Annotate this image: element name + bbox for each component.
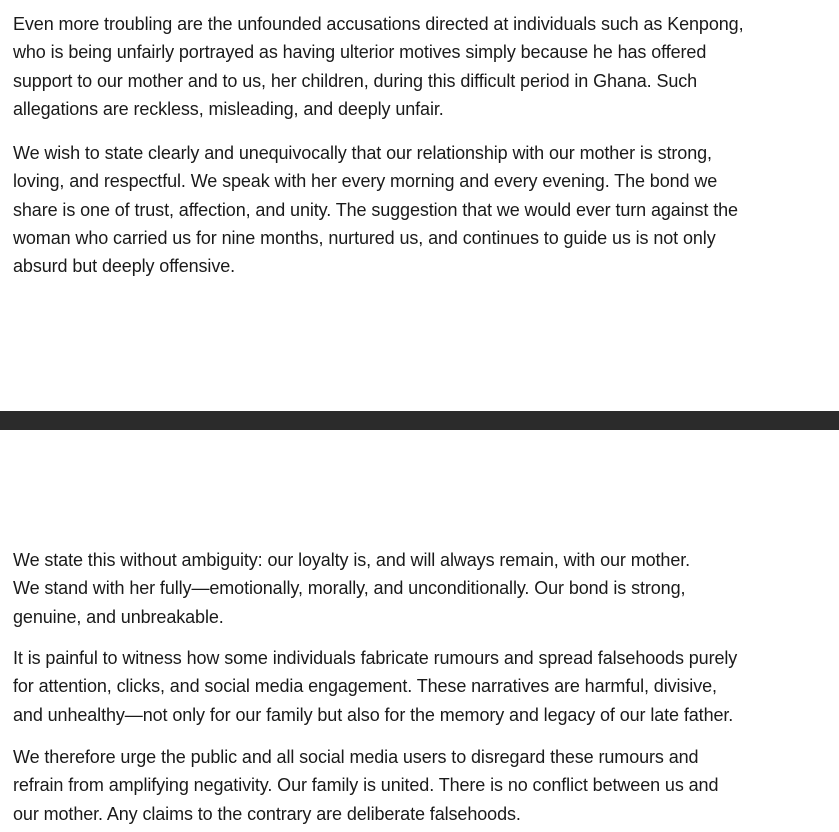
page-separator [0,411,839,430]
paragraph-rumours: It is painful to witness how some individuals fabricate rumours and spread falsehoods purely for attention, clicks, and social media engagement. These narratives are harmful, divisive, and unhealthy—not only for our family but also for the memory and legacy of our late father. [13,648,738,725]
paragraph-accusations: Even more troubling are the unfounded accusations directed at individuals such as Kenpong, who is being unfairly portrayed as having ulterior motives simply because he has offered support to our mother and to us, her children, during this difficult period in Ghana. Such allegations are reckless, misleading, and deeply unfair. [13,14,744,119]
paragraph-relationship: We wish to state clearly and unequivocally that our relationship with our mother is strong, loving, and respectful. We speak with her every morning and every evening. The bond we share is one of trust, affection, and unity. The suggestion that we would ever turn against the woman who carried us for nine months, nurtured us, and continues to guide us is not only absurd but deeply offensive. [13,143,738,277]
paragraph-appeal: We therefore urge the public and all social media users to disregard these rumours and refrain from amplifying negativity. Our family is united. There is no conflict between us and our mother. Any claims to the contrary are deliberate falsehoods. [13,747,719,824]
document-page-top [0,0,839,410]
document-page-bottom [0,430,839,832]
paragraph-loyalty: We state this without ambiguity: our loyalty is, and will always remain, with our mother. We stand with her fully—emotionally, morally, and unconditionally. Our bond is strong, genuine, and unbreakable. [13,550,691,627]
